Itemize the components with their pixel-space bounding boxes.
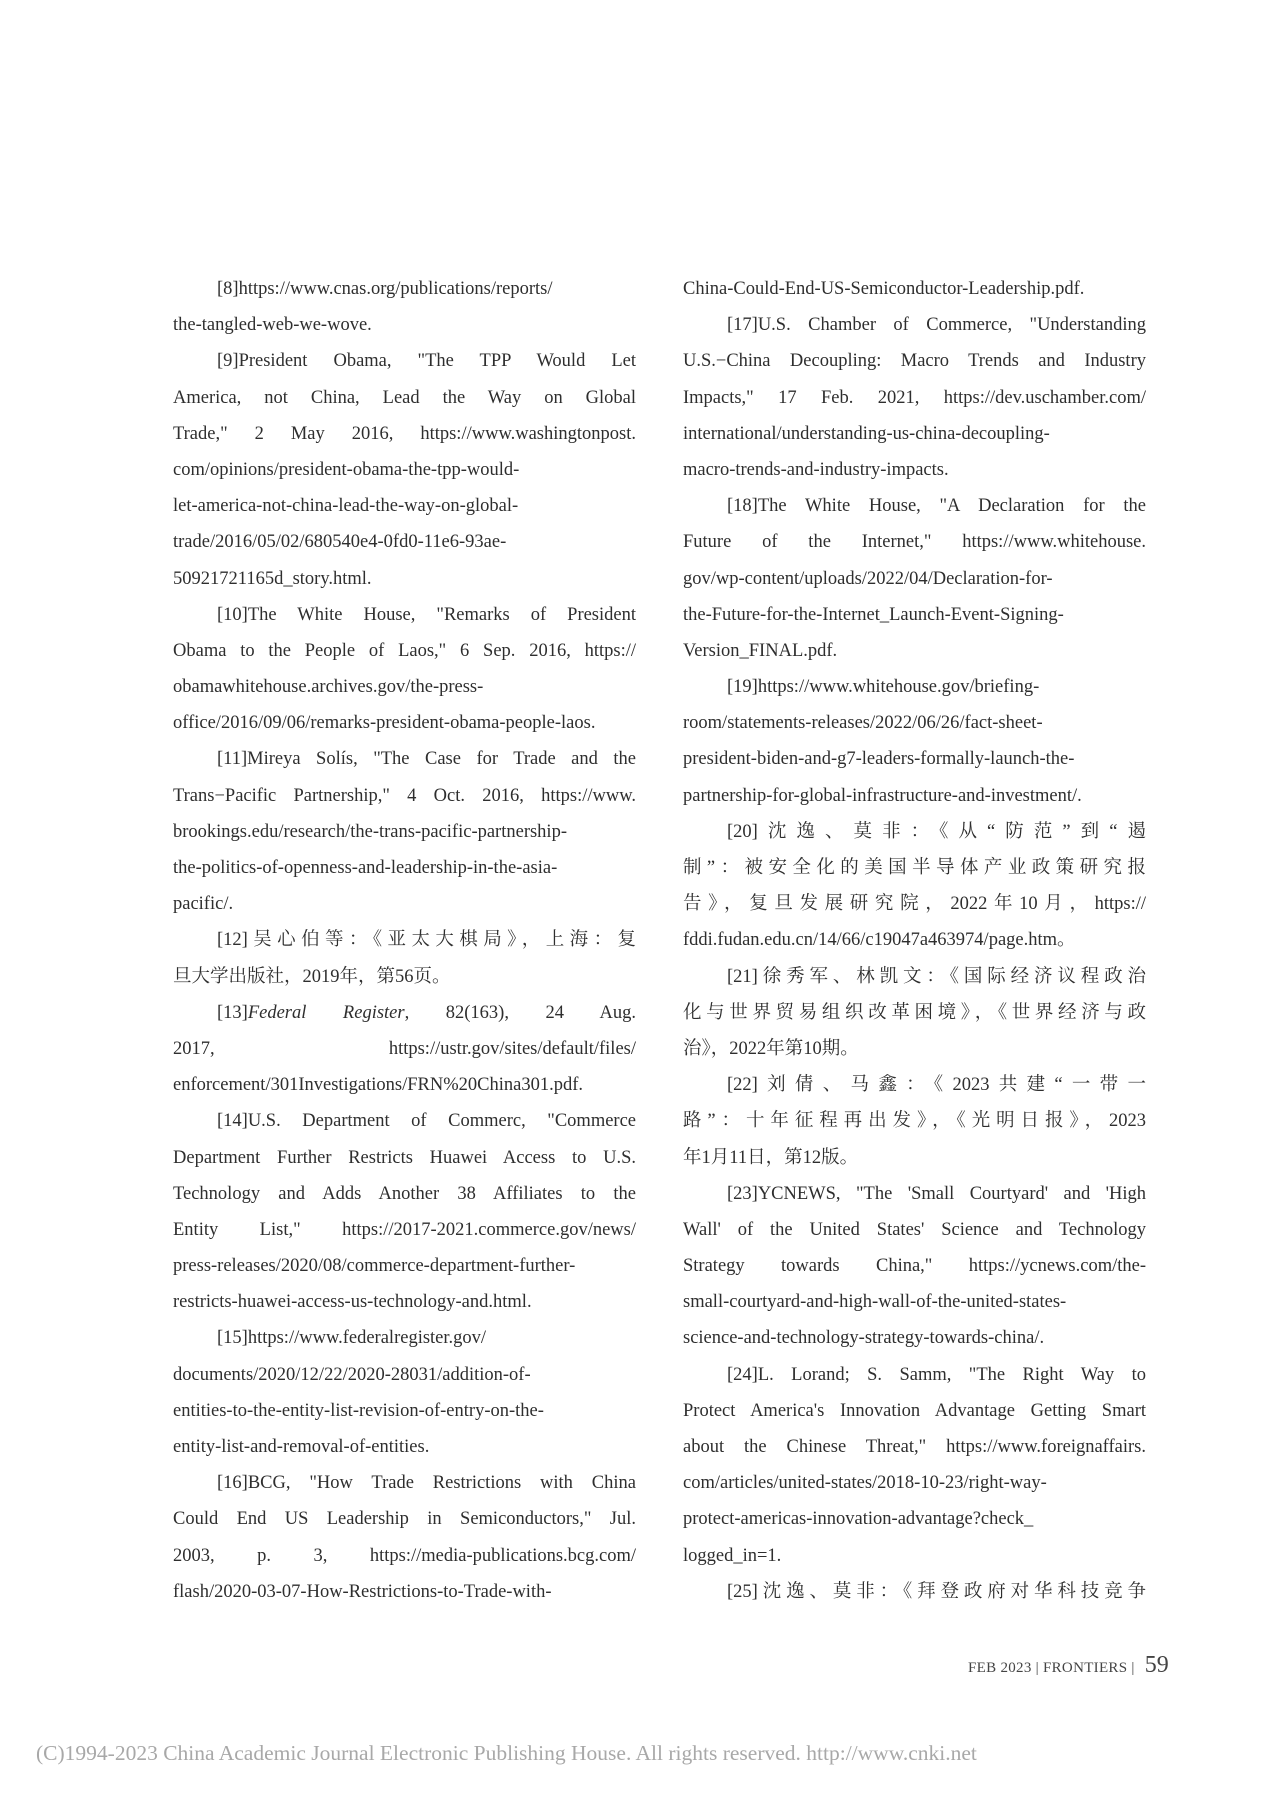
reference-line: room/statements-releases/2022/06/26/fact-sheet-: [683, 713, 1043, 734]
reference-line: let-america-not-china-lead-the-way-on-global-: [173, 496, 519, 517]
page-number: 59: [1144, 1652, 1169, 1678]
left-column: [173, 271, 636, 1610]
reference-start-line: [16]BCG, "How Trade Restrictions with China: [217, 1473, 636, 1494]
footer-separator: |: [1131, 1660, 1135, 1676]
reference-line: 年1月11日，第12版。: [683, 1147, 859, 1168]
reference-line: macro-trends-and-industry-impacts.: [683, 459, 949, 480]
reference-line: 告》，复旦发展研究院，2022年10月，https://: [683, 894, 1146, 915]
reference-line: Could End US Leadership in Semiconductors," Jul.: [173, 1509, 636, 1530]
reference-line: enforcement/301Investigations/FRN%20China301.pdf.: [173, 1075, 584, 1096]
reference-line: Department Further Restricts Huawei Access to U.S.: [173, 1147, 636, 1168]
reference-line: 路”：十年征程再出发》，《光明日报》，2023: [683, 1111, 1146, 1132]
reference-line: America, not China, Lead the Way on Global: [173, 387, 636, 408]
reference-line: 制”：被安全化的美国半导体产业政策研究报: [683, 858, 1146, 878]
reference-line: Future of the Internet," https://www.whitehouse.: [683, 532, 1146, 553]
reference-line: president-biden-and-g7-leaders-formally-launch-the-: [683, 749, 1075, 770]
reference-number: [13]: [217, 1002, 248, 1023]
reference-line: brookings.edu/research/the-trans-pacific-partnership-: [173, 821, 567, 842]
reference-line: press-releases/2020/08/commerce-department-further-: [173, 1256, 576, 1277]
footer-journal: FRONTIERS: [1042, 1660, 1128, 1676]
reference-line: fddi.fudan.edu.cn/14/66/c19047a463974/page.htm。: [683, 930, 1076, 951]
reference-line: Entity List," https://2017-2021.commerce.gov/news/: [173, 1219, 636, 1240]
reference-start-line: [17]U.S. Chamber of Commerce, "Understanding: [727, 315, 1146, 336]
reference-line: pacific/.: [173, 894, 234, 915]
reference-line: Trans−Pacific Partnership," 4 Oct. 2016, https://www.: [173, 785, 636, 806]
reference-start-line: [23]YCNEWS, "The 'Small Courtyard' and 'High: [727, 1183, 1146, 1204]
reference-start-line: [11]Mireya Solís, "The Case for Trade and the: [217, 749, 636, 770]
reference-line: 治》，2022年第10期。: [683, 1038, 859, 1059]
reference-line: about the Chinese Threat," https://www.foreignaffairs.: [683, 1437, 1146, 1457]
reference-start-line: [20]沈逸、莫非：《从“防范”到“遏: [727, 821, 1146, 842]
reference-start-line: [22]刘倩、马鑫：《2023共建“一带一: [727, 1075, 1146, 1096]
reference-start-line: [18]The White House, "A Declaration for the: [727, 496, 1146, 517]
reference-line: protect-americas-innovation-advantage?check_: [683, 1509, 1034, 1530]
reference-line: com/opinions/president-obama-the-tpp-would-: [173, 459, 520, 480]
reference-line: the-tangled-web-we-wove.: [173, 315, 372, 336]
reference-start-line: [14]U.S. Department of Commerc, "Commerce: [217, 1111, 636, 1132]
reference-start-line: [15]https://www.federalregister.gov/: [217, 1328, 487, 1349]
reference-start-line: [19]https://www.whitehouse.gov/briefing-: [727, 677, 1040, 698]
reference-line: international/understanding-us-china-decoupling-: [683, 423, 1050, 444]
reference-line: flash/2020-03-07-How-Restrictions-to-Trade-with-: [173, 1581, 552, 1602]
reference-start-line: [10]The White House, "Remarks of President: [217, 604, 636, 625]
page-footer: [968, 1652, 1169, 1679]
reference-line: the-politics-of-openness-and-leadership-in-the-asia-: [173, 858, 558, 878]
reference-line: Version_FINAL.pdf.: [683, 640, 838, 661]
footer-issue: FEB 2023: [968, 1660, 1032, 1676]
reference-line: Impacts," 17 Feb. 2021, https://dev.uschamber.com/: [683, 387, 1146, 408]
reference-line: U.S.−China Decoupling: Macro Trends and Industry: [683, 351, 1146, 372]
reference-line: obamawhitehouse.archives.gov/the-press-: [173, 677, 484, 698]
reference-line: com/articles/united-states/2018-10-23/right-way-: [683, 1473, 1047, 1494]
reference-text: , 82(163), 24 Aug.: [404, 1002, 636, 1023]
reference-line: gov/wp-content/uploads/2022/04/Declaration-for-: [683, 568, 1053, 589]
reference-line: entities-to-the-entity-list-revision-of-entry-on-the-: [173, 1400, 544, 1421]
reference-line: 2017, https://ustr.gov/sites/default/files/: [173, 1038, 636, 1059]
reference-line: restricts-huawei-access-us-technology-and.html.: [173, 1292, 532, 1313]
reference-line: 旦大学出版社，2019年，第56页。: [173, 966, 451, 987]
reference-line: 化与世界贸易组织改革困境》，《世界经济与政: [683, 1002, 1146, 1023]
journal-title: Federal Register: [247, 1002, 405, 1023]
reference-line: office/2016/09/06/remarks-president-obama-people-laos.: [173, 713, 596, 734]
reference-line: Obama to the People of Laos," 6 Sep. 2016, https://: [173, 640, 636, 661]
right-column: [683, 271, 1146, 1610]
reference-line: partnership-for-global-infrastructure-and-investment/.: [683, 785, 1082, 806]
reference-line: Trade," 2 May 2016, https://www.washingtonpost.: [173, 423, 636, 444]
reference-line: entity-list-and-removal-of-entities.: [173, 1437, 430, 1457]
reference-line: trade/2016/05/02/680540e4-0fd0-11e6-93ae-: [173, 532, 507, 553]
reference-start-line: [12]吴心伯等：《亚太大棋局》，上海：复: [217, 930, 636, 951]
reference-line: Wall' of the United States' Science and Technology: [683, 1219, 1146, 1240]
reference-start-line: [8]https://www.cnas.org/publications/reports/: [217, 279, 553, 299]
copyright-notice: (C)1994-2023 China Academic Journal Electronic Publishing House. All rights reserved. http://www.cnki.net: [36, 1741, 977, 1765]
reference-start-line: [25]沈逸、莫非：《拜登政府对华科技竞争: [727, 1581, 1146, 1602]
footer-separator: |: [1035, 1660, 1039, 1676]
reference-line: the-Future-for-the-Internet_Launch-Event-Signing-: [683, 604, 1064, 625]
reference-start-line: [24]L. Lorand; S. Samm, "The Right Way to: [727, 1364, 1146, 1385]
reference-line: science-and-technology-strategy-towards-china/.: [683, 1328, 1045, 1349]
reference-line: small-courtyard-and-high-wall-of-the-united-states-: [683, 1292, 1067, 1313]
reference-line: Technology and Adds Another 38 Affiliates to the: [173, 1183, 636, 1204]
reference-line: 2003, p. 3, https://media-publications.bcg.com/: [173, 1545, 636, 1566]
reference-line: China-Could-End-US-Semiconductor-Leadership.pdf.: [683, 279, 1085, 299]
reference-line: 50921721165d_story.html.: [173, 568, 372, 589]
reference-line: documents/2020/12/22/2020-28031/addition-of-: [173, 1364, 531, 1385]
reference-line: logged_in=1.: [683, 1545, 782, 1566]
reference-start-line: [21]徐秀军、林凯文：《国际经济议程政治: [727, 966, 1146, 987]
reference-start-line: [173, 995, 636, 1031]
reference-line: Protect America's Innovation Advantage Getting Smart: [683, 1400, 1146, 1421]
reference-start-line: [9]President Obama, "The TPP Would Let: [217, 351, 636, 372]
reference-line: Strategy towards China," https://ycnews.com/the-: [683, 1256, 1146, 1277]
